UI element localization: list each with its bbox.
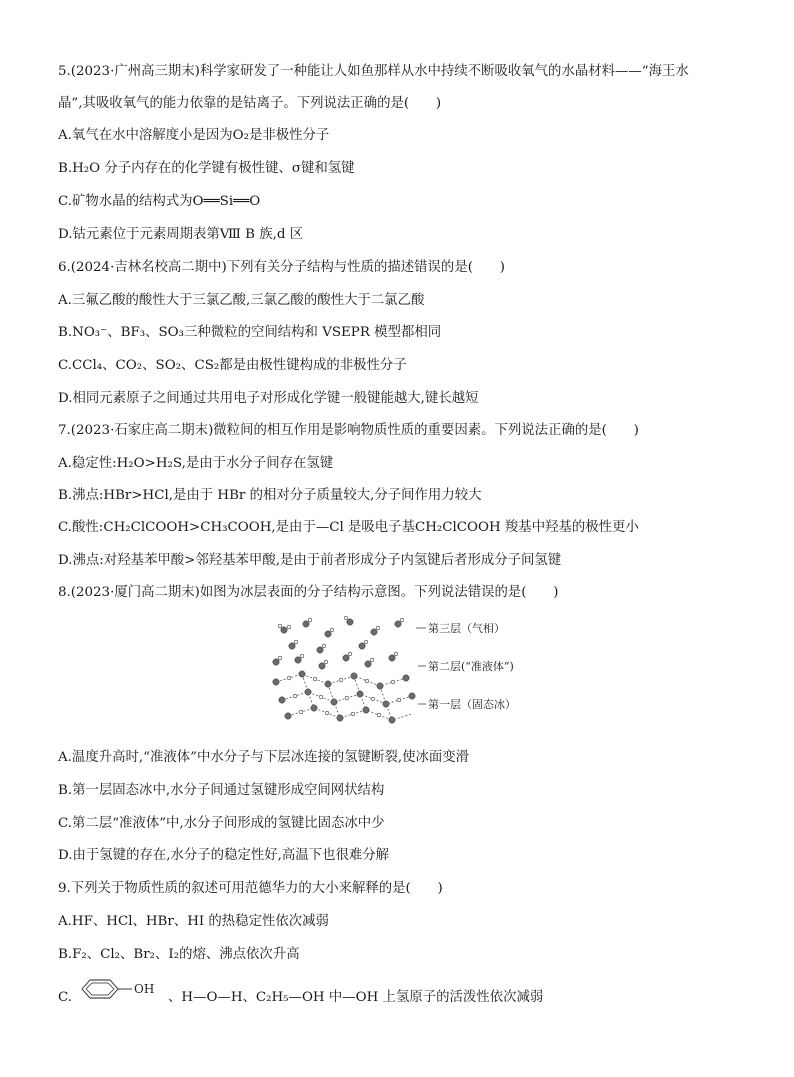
q6-option-b: B.NO₃⁻、BF₃、SO₃三种微粒的空间结构和 VSEPR 模型都相同 [58, 325, 442, 340]
q6-stem: 6.(2024·吉林名校高二期中)下列有关分子结构与性质的描述错误的是( ) [58, 260, 505, 275]
q9-option-a: A.HF、HCl、HBr、HI 的热稳定性依次减弱 [58, 914, 329, 929]
q6-option-a: A.三氟乙酸的酸性大于三氯乙酸,三氯乙酸的酸性大于二氯乙酸 [58, 293, 425, 308]
q9-stem: 9.下列关于物质性质的叙述可用范德华力的大小来解释的是( ) [58, 881, 443, 896]
q5-option-d: D.钴元素位于元素周期表第Ⅷ B 族,d 区 [58, 227, 304, 242]
oxygen-atoms [273, 619, 415, 723]
layer3-label: 第三层（气相） [428, 622, 505, 635]
phenol-structure-icon [76, 978, 166, 1000]
q5-stem-line2: 晶”,其吸收氧气的能力依靠的是钴离子。下列说法正确的是( ) [58, 96, 442, 111]
layer-brackets [416, 628, 426, 704]
q5-stem-line1: 5.(2023·广州高三期末)科学家研发了一种能让人如鱼那样从水中持续不断吸收氧气的水晶材料——“海王水 [58, 64, 689, 79]
layer1-label: 第一层（固态冰） [428, 698, 516, 711]
q8-stem: 8.(2023·厦门高二期末)如图为冰层表面的分子结构示意图。下列说法错误的是( ) [58, 585, 559, 600]
q8-option-b: B.第一层固态冰中,水分子间通过氢键形成空间网状结构 [58, 783, 385, 798]
q5-option-a: A.氧气在水中溶解度小是因为O₂是非极性分子 [58, 128, 330, 143]
q5-option-b: B.H₂O 分子内存在的化学键有极性键、σ键和氢键 [58, 161, 355, 176]
q9-option-c-text: 、H—O—H、C₂H₅—OH 中—OH 上氢原子的活泼性依次减弱 [168, 990, 544, 1005]
q8-option-c: C.第二层“准液体”中,水分子间形成的氢键比固态冰中少 [58, 816, 385, 831]
q7-option-c: C.酸性:CH₂ClCOOH>CH₃COOH,是由于—Cl 是吸电子基CH₂ClCOOH 羧基中羟基的极性更小 [58, 520, 639, 535]
q7-option-d: D.沸点:对羟基苯甲酸>邻羟基苯甲酸,是由于前者形成分子内氢键后者形成分子间氢键 [58, 553, 562, 568]
q7-option-b: B.沸点:HBr>HCl,是由于 HBr 的相对分子质量较大,分子间作用力较大 [58, 488, 482, 503]
q7-stem: 7.(2023·石家庄高二期末)微粒间的相互作用是影响物质性质的重要因素。下列说法正确的是( ) [58, 423, 639, 438]
q7-option-a: A.稳定性:H₂O>H₂S,是由于水分子间存在氢键 [58, 456, 334, 471]
q6-option-c: C.CCl₄、CO₂、SO₂、CS₂都是由极性键构成的非极性分子 [58, 358, 407, 373]
layer2-label: 第二层(“准液体”) [428, 660, 514, 673]
q8-option-a: A.温度升高时,“准液体”中水分子与下层冰连接的氢键断裂,使冰面变滑 [58, 750, 470, 765]
q9-option-c-label: C. [58, 990, 73, 1005]
hydroxyl-label: OH [134, 982, 155, 996]
q5-option-c: C.矿物水晶的结构式为O══Si══O [58, 194, 261, 209]
ice-surface-structure-figure [262, 612, 552, 730]
q8-option-d: D.由于氢键的存在,水分子的稳定性好,高温下也很难分解 [58, 848, 390, 863]
q6-option-d: D.相同元素原子之间通过共用电子对形成化学键一般键能越大,键长越短 [58, 391, 479, 406]
q9-option-b: B.F₂、Cl₂、Br₂、I₂的熔、沸点依次升高 [58, 947, 300, 962]
